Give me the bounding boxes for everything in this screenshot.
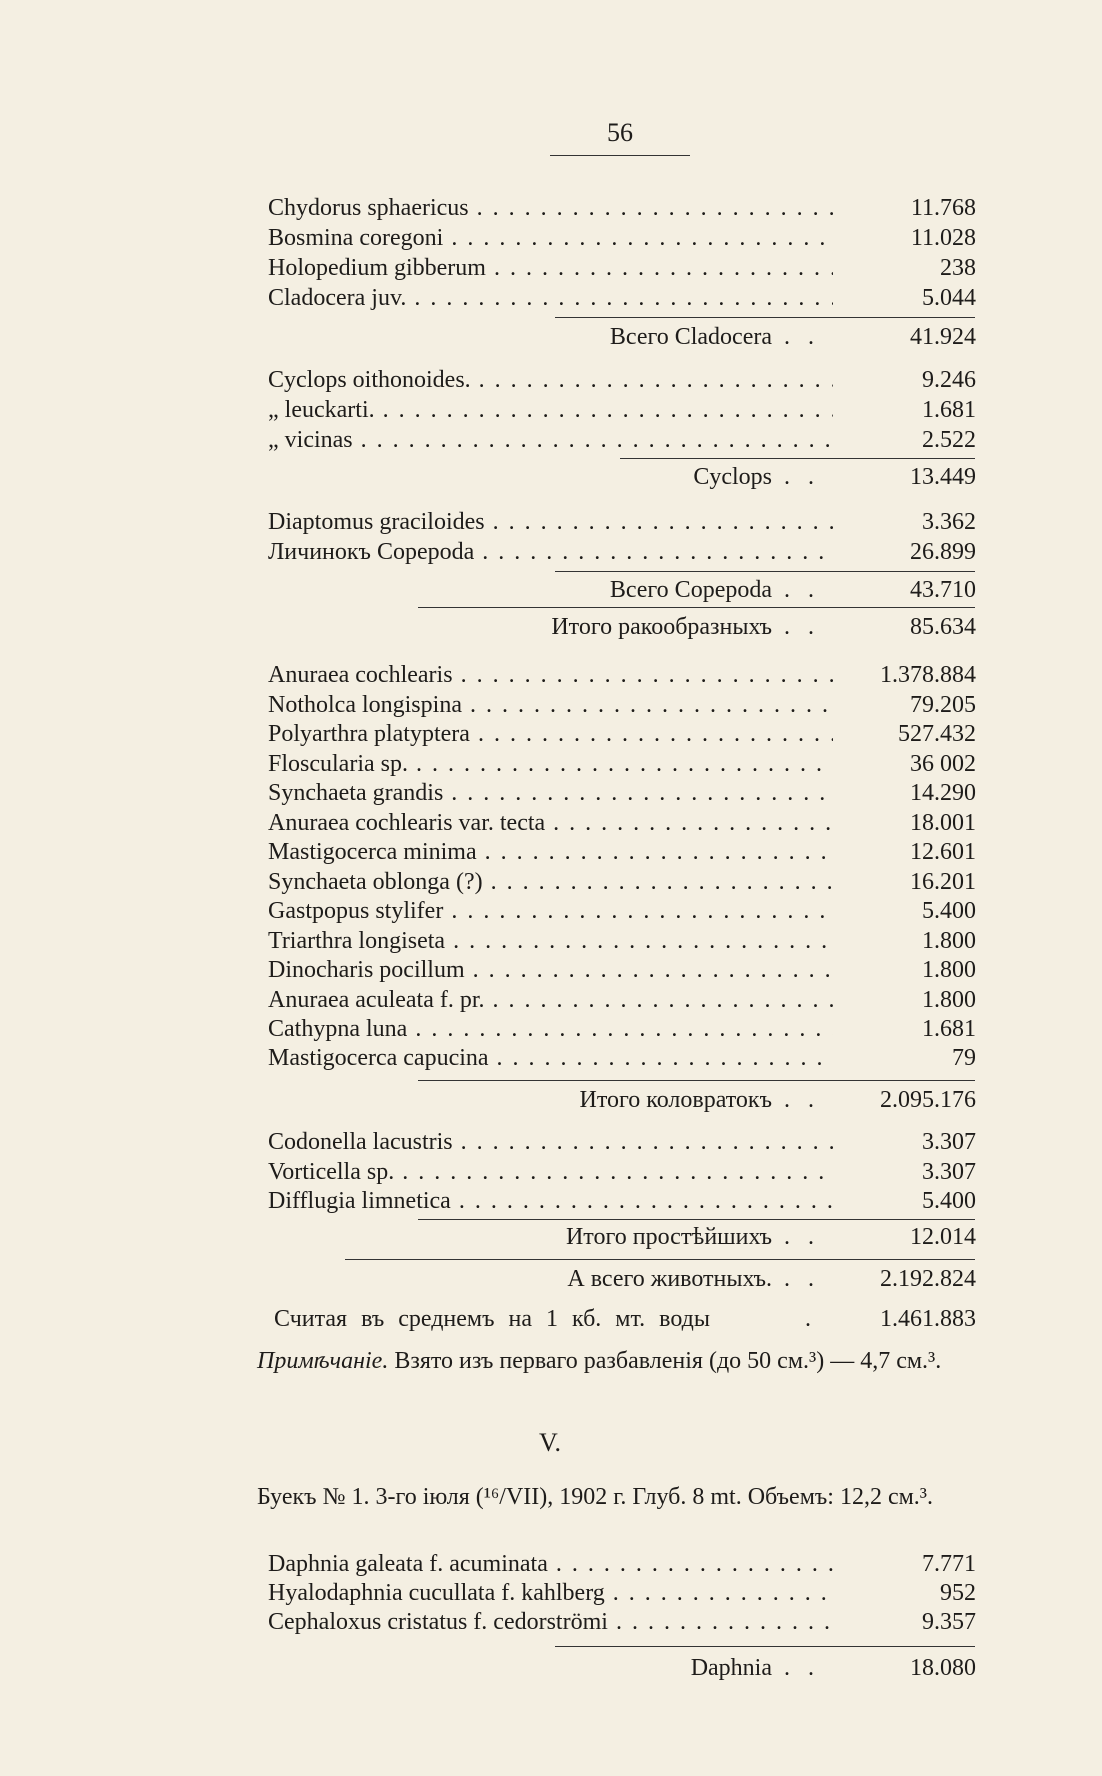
count-value: 3.307 bbox=[922, 1129, 976, 1155]
total-label: Итого ракообразныхъ . . bbox=[400, 612, 820, 642]
species-name: „ vicinas . . . bbox=[268, 425, 833, 455]
count-value: 16.201 bbox=[910, 869, 976, 895]
species-name: Anuraea cochlearis . . . bbox=[268, 660, 833, 690]
section-heading: V. bbox=[539, 1428, 561, 1457]
footnote-label: Примѣчаніе. bbox=[257, 1348, 389, 1374]
table-row bbox=[0, 660, 1102, 690]
species-name: Synchaeta oblonga (?) . . . bbox=[268, 867, 833, 897]
subtotal-value: 18.080 bbox=[910, 1655, 976, 1681]
footnote bbox=[195, 1344, 1035, 1378]
count-value: 14.290 bbox=[910, 780, 976, 806]
subtotal-row bbox=[0, 1653, 1102, 1683]
species-name: Daphnia galeata f. acuminata . . . bbox=[268, 1549, 833, 1579]
subtotal-label: Daphnia . . bbox=[555, 1653, 820, 1683]
species-name: Codonella lacustris . . . bbox=[268, 1127, 833, 1157]
species-name: Cladocera juv. . . . bbox=[268, 283, 833, 313]
count-value: 26.899 bbox=[910, 539, 976, 565]
table-row bbox=[0, 1578, 1102, 1608]
count-value: 238 bbox=[940, 255, 976, 281]
table-row bbox=[0, 1127, 1102, 1157]
table-row bbox=[0, 1157, 1102, 1187]
table-row bbox=[0, 1549, 1102, 1579]
sum-rule bbox=[418, 1080, 975, 1081]
table-row bbox=[0, 193, 1102, 223]
count-value: 3.307 bbox=[922, 1159, 976, 1185]
total-row bbox=[0, 1222, 1102, 1252]
sample-header: Буекъ № 1. 3-го іюля (¹⁶/VII), 1902 г. Глуб. 8 mt. Объемъ: 12,2 см.³. bbox=[257, 1484, 933, 1510]
table-row bbox=[0, 1607, 1102, 1637]
sum-rule bbox=[555, 317, 975, 318]
species-name: Difflugia limnetica . . . bbox=[268, 1186, 833, 1216]
table-row bbox=[0, 749, 1102, 779]
subtotal-row bbox=[0, 462, 1102, 492]
subtotal-label: Всего Cladocera . . bbox=[555, 322, 820, 352]
table-row bbox=[0, 365, 1102, 395]
count-value: 1.681 bbox=[922, 397, 976, 423]
subtotal-label: Всего Copepoda . . bbox=[555, 575, 820, 605]
subtotal-label: Cyclops . . bbox=[555, 462, 820, 492]
species-name: Gastpopus stylifer . . . bbox=[268, 896, 833, 926]
count-value: 2.522 bbox=[922, 427, 976, 453]
species-name: Vorticella sp. . . . bbox=[268, 1157, 833, 1187]
species-name: Cyclops oithonoides. . . . bbox=[268, 365, 833, 395]
count-value: 1.800 bbox=[922, 987, 976, 1013]
total-row bbox=[0, 612, 1102, 642]
table-row bbox=[0, 283, 1102, 313]
total-value: 12.014 bbox=[910, 1224, 976, 1250]
count-value: 1.800 bbox=[922, 928, 976, 954]
count-value: 7.771 bbox=[922, 1551, 976, 1577]
average-row bbox=[0, 1304, 1102, 1334]
subtotal-value: 13.449 bbox=[910, 464, 976, 490]
grand-total-value: 2.192.824 bbox=[880, 1266, 976, 1292]
sum-rule bbox=[418, 607, 975, 608]
average-value: 1.461.883 bbox=[880, 1306, 976, 1332]
average-label: Считая въ среднемъ на 1 кб. мт. воды bbox=[274, 1306, 710, 1332]
species-name: Floscularia sp. . . . bbox=[268, 749, 833, 779]
subtotal-value: 41.924 bbox=[910, 324, 976, 350]
species-name: Hyalodaphnia cucullata f. kahlberg . . . bbox=[268, 1578, 833, 1608]
sum-rule bbox=[418, 1219, 975, 1220]
species-name: Holopedium gibberum . . . bbox=[268, 253, 833, 283]
count-value: 79.205 bbox=[910, 692, 976, 718]
table-row bbox=[0, 955, 1102, 985]
species-name: Dinocharis pocillum . . . bbox=[268, 955, 833, 985]
count-value: 527.432 bbox=[898, 721, 976, 747]
table-row bbox=[0, 778, 1102, 808]
species-name: „ leuckarti. . . . bbox=[268, 395, 833, 425]
sum-rule bbox=[555, 1646, 975, 1647]
table-row bbox=[0, 1014, 1102, 1044]
species-name: Triarthra longiseta . . . bbox=[268, 926, 833, 956]
table-row bbox=[0, 808, 1102, 838]
count-value: 5.400 bbox=[922, 1188, 976, 1214]
subtotal-row bbox=[0, 322, 1102, 352]
species-name: Mastigocerca minima . . . bbox=[268, 837, 833, 867]
count-value: 9.246 bbox=[922, 367, 976, 393]
count-value: 1.378.884 bbox=[880, 662, 976, 688]
species-name: Bosmina coregoni . . . bbox=[268, 223, 833, 253]
sum-rule bbox=[555, 571, 975, 572]
count-value: 79 bbox=[952, 1045, 976, 1071]
page-number: 56 bbox=[607, 118, 633, 147]
table-row bbox=[0, 537, 1102, 567]
table-row bbox=[0, 1186, 1102, 1216]
table-row bbox=[0, 690, 1102, 720]
species-name: Diaptomus graciloides . . . bbox=[268, 507, 833, 537]
table-row bbox=[0, 1043, 1102, 1073]
count-value: 12.601 bbox=[910, 839, 976, 865]
footnote-text: Взято изъ перваго разбавленія (до 50 см.³) — 4,7 см.³. bbox=[394, 1348, 942, 1374]
table-row bbox=[0, 507, 1102, 537]
species-name: Chydorus sphaericus . . . bbox=[268, 193, 833, 223]
table-row bbox=[0, 253, 1102, 283]
total-row bbox=[0, 1085, 1102, 1115]
count-value: 3.362 bbox=[922, 509, 976, 535]
count-value: 11.768 bbox=[910, 195, 976, 221]
grand-total-row bbox=[0, 1264, 1102, 1294]
table-row bbox=[0, 867, 1102, 897]
count-value: 1.800 bbox=[922, 957, 976, 983]
species-name: Anuraea cochlearis var. tecta . . . bbox=[268, 808, 833, 838]
total-value: 2.095.176 bbox=[880, 1087, 976, 1113]
count-value: 952 bbox=[940, 1580, 976, 1606]
species-name: Личинокъ Copepoda . . . bbox=[268, 537, 833, 567]
table-row bbox=[0, 223, 1102, 253]
total-value: 85.634 bbox=[910, 614, 976, 640]
species-name: Synchaeta grandis . . . bbox=[268, 778, 833, 808]
table-row bbox=[0, 896, 1102, 926]
subtotal-row bbox=[0, 575, 1102, 605]
count-value: 11.028 bbox=[910, 225, 976, 251]
count-value: 18.001 bbox=[910, 810, 976, 836]
species-name: Notholca longispina . . . bbox=[268, 690, 833, 720]
species-name: Anuraea aculeata f. pr. . . . bbox=[268, 985, 833, 1015]
count-value: 9.357 bbox=[922, 1609, 976, 1635]
count-value: 1.681 bbox=[922, 1016, 976, 1042]
page-number-rule bbox=[550, 155, 690, 156]
count-value: 5.400 bbox=[922, 898, 976, 924]
species-name: Cathypna luna . . . bbox=[268, 1014, 833, 1044]
count-value: 36 002 bbox=[910, 751, 976, 777]
total-label: Итого коловратокъ . . bbox=[400, 1085, 820, 1115]
count-value: 5.044 bbox=[922, 285, 976, 311]
total-label: Итого простѣйшихъ . . bbox=[400, 1222, 820, 1252]
table-row bbox=[0, 837, 1102, 867]
table-row bbox=[0, 425, 1102, 455]
species-name: Cephaloxus cristatus f. cedorströmi . . . bbox=[268, 1607, 833, 1637]
sum-rule bbox=[620, 458, 975, 459]
table-row bbox=[0, 926, 1102, 956]
species-name: Mastigocerca capucina . . . bbox=[268, 1043, 833, 1073]
table-row bbox=[0, 395, 1102, 425]
table-row bbox=[0, 719, 1102, 749]
species-name: Polyarthra platyptera . . . bbox=[268, 719, 833, 749]
sum-rule bbox=[345, 1259, 975, 1260]
subtotal-value: 43.710 bbox=[910, 577, 976, 603]
average-dot: . bbox=[805, 1306, 811, 1332]
grand-total-label: А всего животныхъ. . . bbox=[380, 1264, 820, 1294]
table-row bbox=[0, 985, 1102, 1015]
